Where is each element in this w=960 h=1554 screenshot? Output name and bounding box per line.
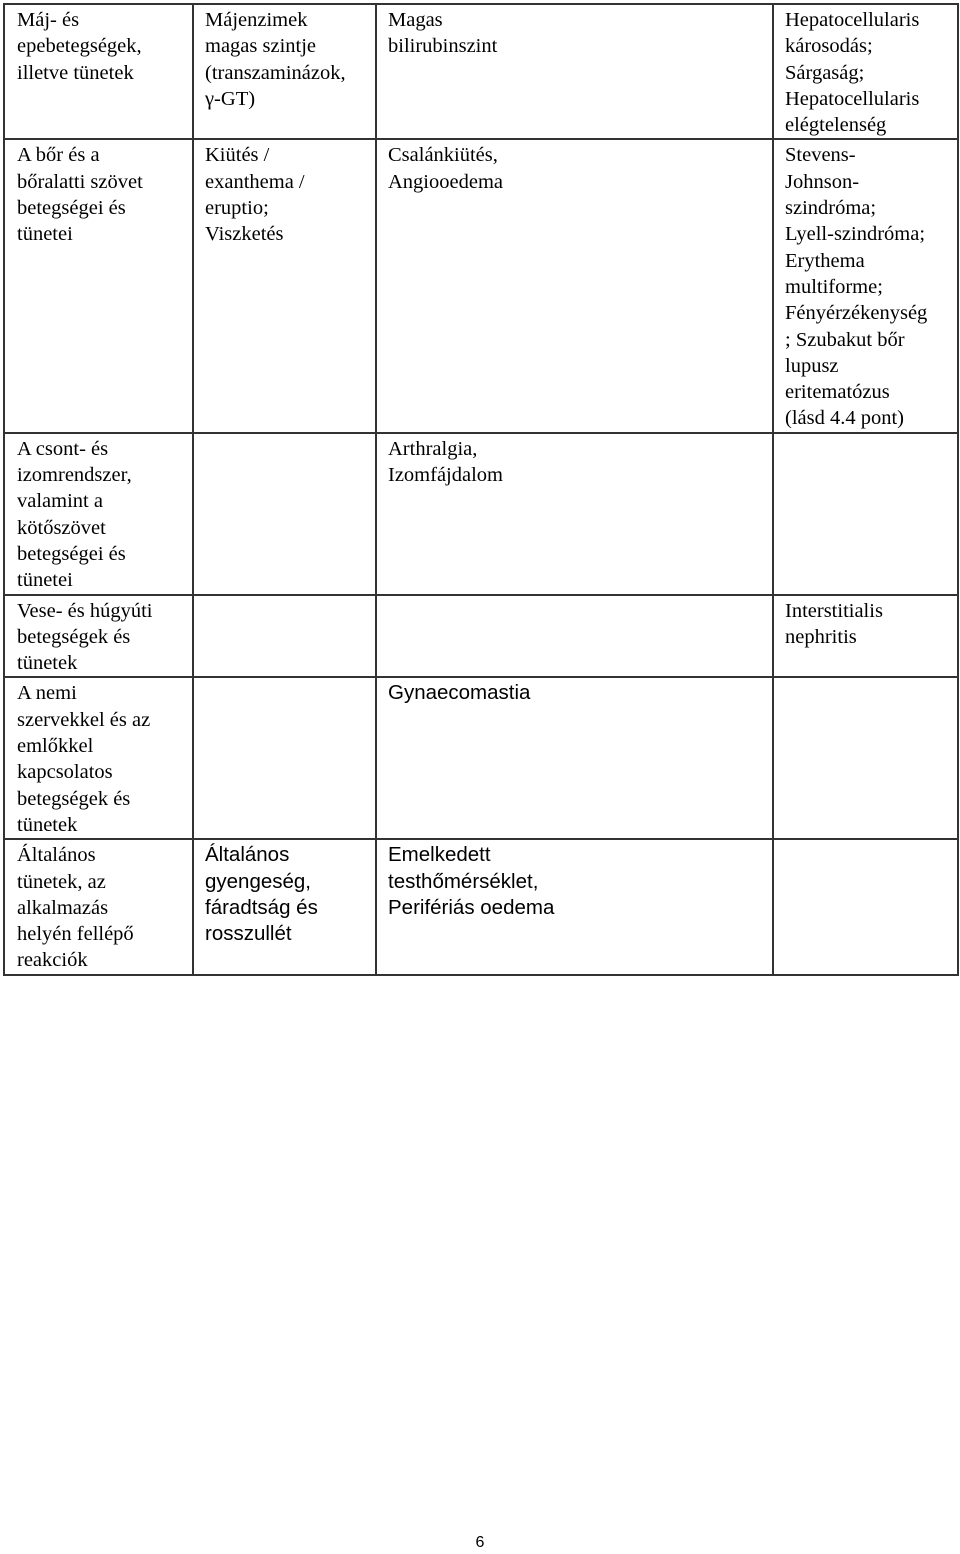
rare-reactions-cell: Hepatocellularis károsodás; Sárgaság; Hepatocellularis elégtelenség	[773, 4, 958, 139]
organ-class-cell: Általános tünetek, az alkalmazás helyén fellépő reakciók	[4, 839, 193, 974]
page-number: 6	[475, 1534, 485, 1551]
common-reactions-cell	[193, 595, 376, 678]
table-row-general	[4, 839, 958, 974]
organ-class-cell: A csont- és izomrendszer, valamint a kötőszövet betegségei és tünetei	[4, 433, 193, 595]
rare-reactions-cell: Interstitialis nephritis	[773, 595, 958, 678]
rare-reactions-cell	[773, 433, 958, 595]
rare-reactions-cell	[773, 839, 958, 974]
organ-class-cell: A nemi szervekkel és az emlőkkel kapcsolatos betegségek és tünetek	[4, 677, 193, 839]
table-row-musculoskeletal	[4, 433, 958, 595]
common-reactions-cell: Májenzimek magas szintje (transzaminázok, γ-GT)	[193, 4, 376, 139]
adverse-reactions-table	[3, 3, 959, 976]
table-row-renal	[4, 595, 958, 678]
organ-class-cell: A bőr és a bőralatti szövet betegségei és tünetei	[4, 139, 193, 432]
organ-class-cell: Máj- és epebetegségek, illetve tünetek	[4, 4, 193, 139]
common-reactions-cell	[193, 433, 376, 595]
uncommon-reactions-cell: Csalánkiütés, Angiooedema	[376, 139, 773, 432]
common-reactions-cell: Kiütés / exanthema / eruptio; Viszketés	[193, 139, 376, 432]
uncommon-reactions-cell	[376, 595, 773, 678]
uncommon-reactions-cell: Emelkedett testhőmérséklet, Perifériás oedema	[376, 839, 773, 974]
rare-reactions-cell: Stevens- Johnson- szindróma; Lyell-szindróma; Erythema multiforme; Fényérzékenység ; Szubakut bőr lupusz eritematózus (lásd 4.4 pont)	[773, 139, 958, 432]
table-row-skin	[4, 139, 958, 432]
table-row-liver	[4, 4, 958, 139]
common-reactions-cell: Általános gyengeség, fáradtság és rosszullét	[193, 839, 376, 974]
rare-reactions-cell	[773, 677, 958, 839]
organ-class-cell: Vese- és húgyúti betegségek és tünetek	[4, 595, 193, 678]
uncommon-reactions-cell: Magas bilirubinszint	[376, 4, 773, 139]
uncommon-reactions-cell: Arthralgia, Izomfájdalom	[376, 433, 773, 595]
uncommon-reactions-cell: Gynaecomastia	[376, 677, 773, 839]
common-reactions-cell	[193, 677, 376, 839]
table-row-reproductive	[4, 677, 958, 839]
